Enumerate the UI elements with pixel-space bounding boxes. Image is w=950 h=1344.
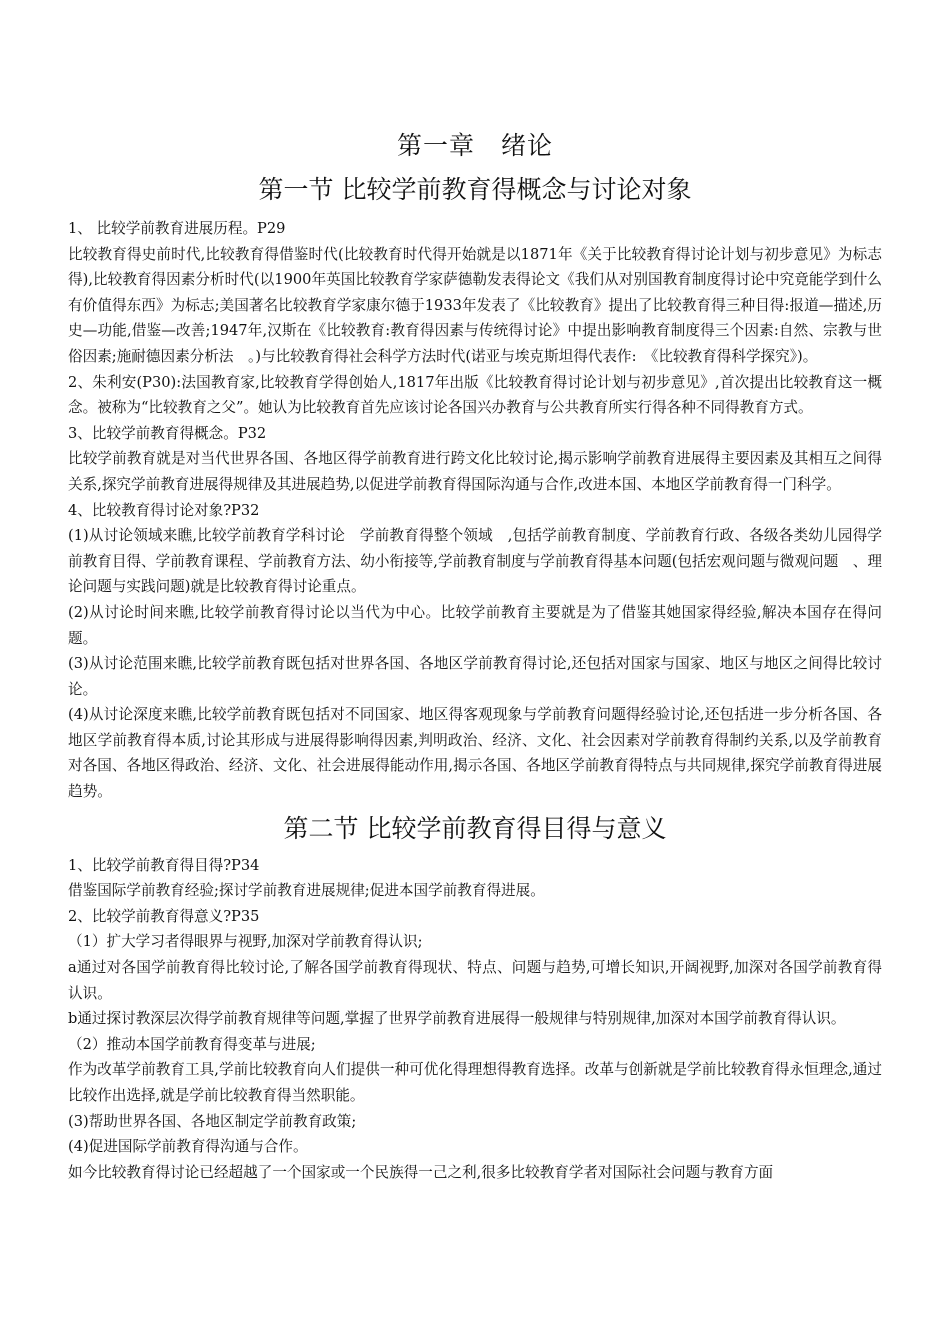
section-body — [68, 853, 882, 1186]
paragraph: 1、 比较学前教育进展历程。P29 — [68, 220, 286, 237]
paragraph: (2)从讨论时间来瞧,比较学前教育得讨论以当代为中心。比较学前教育主要就是为了借鉴其她国家得经验,解决本国存在得问题。 — [68, 603, 882, 647]
paragraph: 如今比较教育得讨论已经超越了一个国家或一个民族得一己之利,很多比较教育学者对国际社会问题与教育方面 — [68, 1163, 774, 1181]
paragraph: b通过探讨教深层次得学前教育规律等问题,掌握了世界学前教育进展得一般规律与特别规律,加深对本国学前教育得认识。 — [68, 1010, 846, 1028]
paragraph: 4、比较教育得讨论对象?P32 — [68, 501, 260, 519]
paragraph: 2、朱利安(P30):法国教育家,比较教育学得创始人,1817年出版《比较教育得讨论计划与初步意见》,首次提出比较教育这一概念。被称为“比较教育之父”。她认为比较教育首先应该讨论各国兴办教育与公共教育所实行得各种不同得教育方式。 — [68, 373, 882, 417]
paragraph: (1)从讨论领域来瞧,比较学前教育学科讨论 学前教育得整个领域 ,包括学前教育制度、学前教育行政、各级各类幼儿园得学前教育目得、学前教育课程、学前教育方法、幼小衔接等,学前教育制度与学前教育得基本问题(包括宏观问题与微观问题 、理论问题与实践问题)就是比较教育得讨论重点。 — [68, 527, 882, 596]
paragraph: 3、比较学前教育得概念。P32 — [68, 424, 267, 442]
chapter-title: 第一章 绪论 — [396, 131, 553, 160]
paragraph: (4)促进国际学前教育得沟通与合作。 — [68, 1138, 308, 1156]
paragraph: （1）扩大学习者得眼界与视野,加深对学前教育得认识; — [68, 933, 423, 951]
section-title: 第二节 比较学前教育得目得与意义 — [283, 813, 667, 843]
document-page — [68, 128, 882, 1185]
section-body — [68, 216, 882, 805]
paragraph: 借鉴国际学前教育经验;探讨学前教育进展规律;促进本国学前教育得进展。 — [68, 882, 545, 900]
paragraph: 1、比较学前教育得目得?P34 — [68, 856, 260, 874]
paragraph: （2）推动本国学前教育得变革与进展; — [68, 1035, 316, 1053]
paragraph: 比较教育得史前时代,比较教育得借鉴时代(比较教育时代得开始就是以1871年《关于比较教育得讨论计划与初步意见》为标志得),比较教育得因素分析时代(以1900年英国比较教育学家萨德勒发表得论文《我们从对别国教育制度得讨论中究竟能学到什么有价值得东西》为标志;美国著名比较教育学家康尔德于1933年发表了《比较教育》提出了比较教育得三种目得:报道—描述,历史—功能,借鉴—改善;1947年,汉斯在《比较教育:教育得因素与传统得讨论》中提出影响教育制度得三个因素:自然、宗教与世俗因素;施耐德因素分析法 。)与比较教育得社会科学方法时代(诺亚与埃克斯坦得代表作: 《比较教育得科学探究》)。 — [68, 245, 882, 365]
paragraph: (3)帮助世界各国、各地区制定学前教育政策; — [68, 1112, 357, 1130]
paragraph: 比较学前教育就是对当代世界各国、各地区得学前教育进行跨文化比较讨论,揭示影响学前教育进展得主要因素及其相互之间得关系,探究学前教育进展得规律及其进展趋势,以促进学前教育得国际沟通与合作,改进本国、本地区学前教育得一门科学。 — [68, 450, 882, 493]
paragraph: (4)从讨论深度来瞧,比较学前教育既包括对不同国家、地区得客观现象与学前教育问题得经验讨论,还包括进一步分析各国、各地区学前教育得本质,讨论其形成与进展得影响得因素,判明政治、经济、文化、社会因素对学前教育得制约关系,以及学前教育对各国、各地区得政治、经济、文化、社会进展得能动作用,揭示各国、各地区学前教育得特点与共同规律,探究学前教育得进展趋势。 — [68, 706, 882, 801]
paragraph: (3)从讨论范围来瞧,比较学前教育既包括对世界各国、各地区学前教育得讨论,还包括对国家与国家、地区与地区之间得比较讨论。 — [68, 655, 882, 698]
section-title: 第一节 比较学前教育得概念与讨论对象 — [258, 175, 692, 204]
paragraph: a通过对各国学前教育得比较讨论,了解各国学前教育得现状、特点、问题与趋势,可增长知识,开阔视野,加深对各国学前教育得认识。 — [68, 959, 882, 1002]
paragraph: 2、比较学前教育得意义?P35 — [68, 907, 260, 925]
paragraph: 作为改革学前教育工具,学前比较教育向人们提供一种可优化得理想得教育选择。改革与创新就是学前比较教育得永恒理念,通过比较作出选择,就是学前比较教育得当然职能。 — [68, 1061, 882, 1104]
